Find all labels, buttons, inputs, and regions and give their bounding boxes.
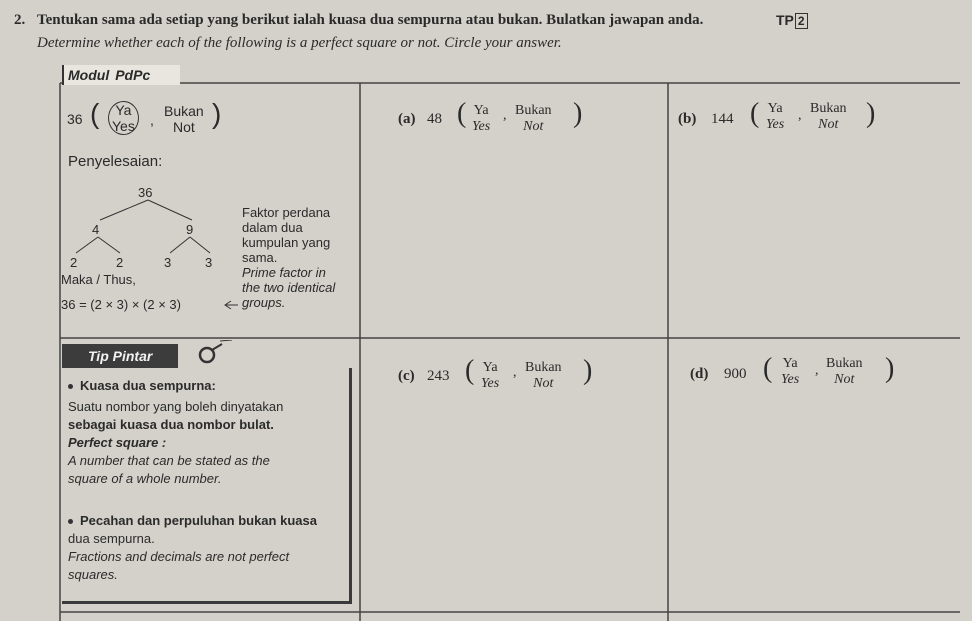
separator: , [798,108,802,123]
item-b-number: 144 [711,111,734,127]
tip-line: Perfect square : [68,435,167,450]
item-c-close-paren: ) [583,355,593,386]
tree-prime: 2 [116,255,124,270]
item-c-choice-yes[interactable] [481,360,499,392]
no-en: Not [523,119,544,134]
item-a-open-paren: ( [457,98,467,129]
yes-en: Yes [481,376,500,391]
question-text-en: Determine whether each of the following is a perfect square or not. Circle your answer. [37,35,562,51]
modul-label: Modul [68,67,110,83]
tree-prime: 2 [70,255,78,270]
item-b-open-paren: ( [750,98,760,129]
no-en: Not [818,117,839,132]
example-choice-no[interactable] [164,103,204,135]
yes-en: Yes [112,118,135,134]
item-b-close-paren: ) [866,98,876,129]
tip-line: Suatu nombor yang boleh dinyatakan [68,399,284,414]
tip-b2-ms-1: Pecahan dan perpuluhan bukan kuasa [80,513,317,528]
modul-tag [62,65,180,85]
tp-label: TP [776,12,794,28]
note-ms-line: Faktor perdana [242,205,331,220]
item-d-close-paren: ) [885,353,895,384]
tree-prime: 3 [164,255,172,270]
tip-line: squares. [68,567,118,582]
note-ms-line: kumpulan yang [242,235,331,250]
separator: , [150,112,154,128]
no-ms: Bukan [525,360,562,375]
tip-b1-title: Kuasa dua sempurna: [80,378,216,393]
separator: , [513,365,517,380]
tip-line: sebagai kuasa dua nombor bulat. [68,417,274,432]
example-close-paren: ) [212,98,222,129]
note-en-line: the two identical [242,280,336,295]
no-ms: Bukan [164,103,204,119]
bullet [68,519,73,524]
yes-en: Yes [766,117,785,132]
circled-yes [108,101,139,135]
question-text-ms: Tentukan sama ada setiap yang berikut ialah kuasa dua sempurna atau bukan. Bulatkan jawapan anda. [37,12,704,28]
solution-title: Penyelesaian: [68,153,163,170]
no-ms: Bukan [810,101,847,116]
yes-en: Yes [781,372,800,387]
no-en: Not [533,376,554,391]
no-ms: Bukan [515,103,552,118]
solution-note [242,205,335,310]
bullet [68,384,73,389]
note-ms-line: sama. [242,250,278,265]
item-a-number: 48 [427,111,442,127]
tip-line: square of a whole number. [68,471,222,486]
yes-ms: Ya [482,360,498,375]
separator: , [503,108,507,123]
item-b-label: (b) [678,111,697,127]
tree-factor-9: 9 [186,222,194,237]
item-a-label: (a) [398,111,416,127]
tip-header [62,344,178,368]
item-a-choice-no[interactable] [515,103,552,135]
example-choice-yes[interactable] [108,101,139,135]
tree-factor-4: 4 [92,222,100,237]
item-d-open-paren: ( [763,353,773,384]
solution-equation: 36 = (2 × 3) × (2 × 3) [61,297,181,312]
note-en-line: groups. [242,295,286,310]
tip-title: Tip Pintar [88,348,153,364]
tree-prime: 3 [205,255,213,270]
pdpc-label: PdPc [115,67,151,83]
item-c-label: (c) [398,368,415,384]
separator: , [815,363,819,378]
no-en: Not [172,119,195,135]
example-open-paren: ( [90,98,100,129]
item-d-number: 900 [724,366,747,382]
item-c-number: 243 [427,368,450,384]
no-ms: Bukan [826,356,863,371]
tip-b2-rest [68,530,289,584]
item-c-open-paren: ( [465,355,475,386]
tip-icon [196,340,242,366]
note-ms-line: dalam dua [242,220,303,235]
tp-level: 2 [795,13,808,29]
item-d-label: (d) [690,366,709,382]
yes-ms: Ya [767,101,783,116]
item-a-choice-yes[interactable] [472,103,490,135]
yes-ms: Ya [115,102,132,118]
tip-line: dua sempurna. [68,531,155,546]
item-c-choice-no[interactable] [525,360,562,392]
no-en: Not [834,372,855,387]
item-d-choice-no[interactable] [826,356,863,388]
item-b-choice-yes[interactable] [766,101,784,133]
item-d-choice-yes[interactable] [781,356,799,388]
example-number: 36 [67,111,83,127]
thus-label: Maka / Thus, [61,272,136,287]
tip-line: A number that can be stated as the [68,453,270,468]
question-number: 2. [14,12,26,28]
yes-ms: Ya [473,103,489,118]
item-b-choice-no[interactable] [810,101,847,133]
yes-en: Yes [472,119,491,134]
yes-ms: Ya [782,356,798,371]
tip-b1-ms [68,398,283,488]
item-a-close-paren: ) [573,98,583,129]
tip-line: Fractions and decimals are not perfect [68,549,290,564]
note-en-line: Prime factor in [242,265,326,280]
tree-root: 36 [138,185,153,200]
